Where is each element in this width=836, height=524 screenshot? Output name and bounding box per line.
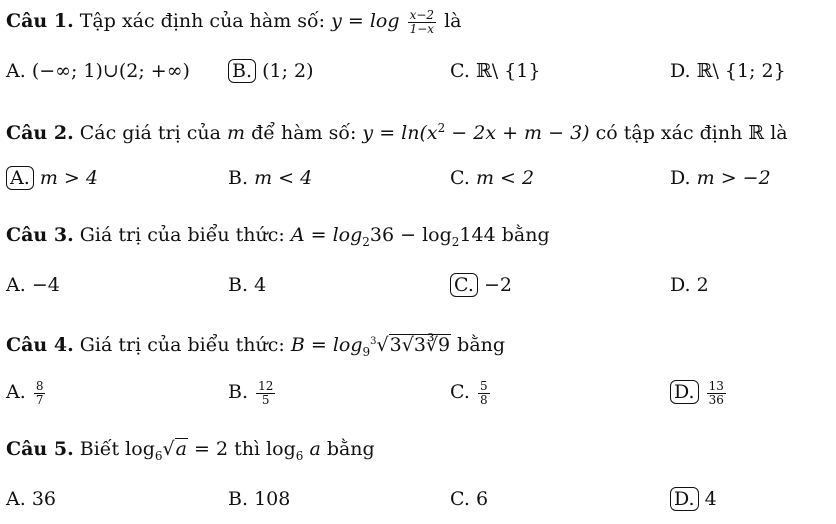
option-text: −2 bbox=[483, 274, 512, 296]
option-letter-correct: D. bbox=[670, 487, 699, 511]
radicand: 3√3∛9 bbox=[389, 334, 451, 356]
option-letter-correct: B. bbox=[228, 59, 256, 83]
option-fraction bbox=[478, 380, 490, 407]
option-a[interactable] bbox=[6, 58, 190, 84]
math-expression: log bbox=[125, 438, 155, 460]
fraction-denominator: 7 bbox=[35, 392, 44, 407]
option-letter: A. bbox=[6, 488, 26, 510]
option-letter-correct: C. bbox=[450, 273, 478, 297]
question-tail: bằng bbox=[457, 334, 506, 356]
math-expression: y = ln(x bbox=[362, 122, 438, 144]
options-row-4 bbox=[0, 379, 836, 409]
option-text: −4 bbox=[31, 274, 60, 296]
fraction-numerator: 12 bbox=[258, 378, 274, 393]
option-text: (−∞; 1)∪(2; +∞) bbox=[31, 60, 190, 82]
option-letter: A. bbox=[6, 274, 26, 296]
math-expression: B = log bbox=[290, 334, 363, 356]
question-2 bbox=[6, 115, 788, 146]
option-a[interactable] bbox=[6, 486, 56, 512]
radicand: a bbox=[175, 438, 187, 460]
option-letter: D. bbox=[670, 274, 691, 296]
question-5: Câu 5. Biết $\log_6√a = 2$ thì $\log_6 a$ bằng bbox=[6, 438, 375, 463]
question-label: Câu 1. bbox=[6, 10, 74, 32]
option-letter: B. bbox=[228, 167, 249, 189]
fraction bbox=[408, 9, 436, 36]
option-fraction bbox=[707, 380, 726, 407]
fraction-numerator: 8 bbox=[35, 378, 44, 393]
fraction-denominator: 1−x bbox=[409, 21, 435, 36]
option-c[interactable] bbox=[450, 165, 534, 191]
option-d[interactable] bbox=[670, 272, 709, 298]
subscript: 6 bbox=[295, 449, 304, 463]
option-text: 36 bbox=[31, 488, 56, 510]
root-index: 3 bbox=[370, 336, 377, 347]
math-expression: A = log bbox=[290, 224, 363, 246]
option-c[interactable] bbox=[450, 58, 540, 84]
option-text: 2 bbox=[696, 274, 709, 296]
option-c[interactable] bbox=[450, 379, 492, 407]
options-row-3 bbox=[0, 272, 836, 302]
option-b[interactable] bbox=[228, 379, 277, 407]
math-expression-2: 36 − log bbox=[369, 224, 452, 246]
superscript: 2 bbox=[437, 121, 446, 135]
fraction-numerator: 13 bbox=[708, 378, 724, 393]
option-letter: B. bbox=[228, 381, 249, 403]
fraction-numerator: 5 bbox=[479, 378, 488, 393]
option-letter: C. bbox=[450, 60, 470, 82]
option-d[interactable] bbox=[670, 379, 728, 407]
question-stem: Giá trị của biểu thức: bbox=[79, 224, 285, 246]
option-text: m > −2 bbox=[696, 167, 771, 189]
question-label: Câu 4. bbox=[6, 334, 74, 356]
options-row-2 bbox=[0, 165, 836, 195]
fraction-denominator: 5 bbox=[261, 392, 270, 407]
option-fraction bbox=[256, 380, 275, 407]
option-b[interactable] bbox=[228, 486, 290, 512]
math-variable: m bbox=[227, 122, 246, 144]
option-d[interactable] bbox=[670, 58, 786, 84]
subscript: 6 bbox=[154, 449, 163, 463]
option-c[interactable] bbox=[450, 486, 488, 512]
question-tail: có tập xác định ℝ là bbox=[595, 122, 788, 144]
option-letter: C. bbox=[450, 381, 470, 403]
option-text: 4 bbox=[254, 274, 267, 296]
option-b[interactable] bbox=[228, 165, 312, 191]
math-expression-3: a bbox=[309, 438, 321, 460]
question-stem: Các giá trị của bbox=[79, 122, 221, 144]
question-4: Câu 4. Giá trị của biểu thức: $B = \log_9^3√3√3∛9$ bằng bbox=[6, 334, 506, 359]
fraction-denominator: 36 bbox=[708, 392, 724, 407]
question-1 bbox=[6, 8, 462, 36]
option-text: m < 4 bbox=[254, 167, 313, 189]
math-expression-2: = 2 thì log bbox=[193, 438, 296, 460]
option-b[interactable] bbox=[228, 272, 266, 298]
question-3 bbox=[6, 222, 550, 255]
option-letter: B. bbox=[228, 274, 249, 296]
option-letter: B. bbox=[228, 488, 249, 510]
option-text: ℝ\ {1} bbox=[475, 60, 541, 82]
question-stem: Giá trị của biểu thức: bbox=[79, 334, 285, 356]
question-tail: là bbox=[444, 10, 462, 32]
option-text: 4 bbox=[704, 488, 717, 510]
option-text: m < 2 bbox=[475, 167, 535, 189]
option-text: m > 4 bbox=[39, 167, 98, 189]
option-text: 6 bbox=[475, 488, 489, 510]
option-a[interactable] bbox=[6, 272, 60, 298]
math-expression: y = log bbox=[331, 10, 400, 32]
fraction-numerator: x−2 bbox=[409, 7, 435, 22]
option-a[interactable] bbox=[6, 379, 47, 407]
option-text: (1; 2) bbox=[262, 60, 314, 82]
question-label: Câu 5. bbox=[6, 438, 74, 460]
options-row-1 bbox=[0, 58, 836, 88]
option-text: 108 bbox=[254, 488, 291, 510]
option-text: ℝ\ {1; 2} bbox=[696, 60, 786, 82]
option-letter-correct: D. bbox=[670, 380, 699, 404]
subscript: 9 bbox=[362, 345, 371, 359]
option-letter-correct: A. bbox=[6, 166, 34, 190]
subscript: 2 bbox=[451, 235, 460, 249]
options-row-5 bbox=[0, 486, 836, 516]
option-b[interactable] bbox=[228, 58, 314, 84]
math-expression-2: − 2x + m − 3) bbox=[445, 122, 590, 144]
option-d[interactable] bbox=[670, 165, 771, 191]
option-letter: C. bbox=[450, 488, 470, 510]
question-stem-2: để hàm số: bbox=[251, 122, 357, 144]
subscript: 2 bbox=[362, 235, 370, 249]
question-label: Câu 2. bbox=[6, 122, 74, 144]
option-letter: C. bbox=[450, 167, 470, 189]
question-label: Câu 3. bbox=[6, 224, 74, 246]
option-letter: A. bbox=[6, 60, 26, 82]
option-letter: D. bbox=[670, 60, 691, 82]
option-d[interactable] bbox=[670, 486, 717, 512]
option-c[interactable] bbox=[450, 272, 512, 298]
question-stem: Tập xác định của hàm số: bbox=[79, 10, 326, 32]
option-fraction bbox=[34, 380, 46, 407]
option-letter: A. bbox=[6, 381, 26, 403]
fraction-denominator: 8 bbox=[479, 392, 488, 407]
question-tail: bằng bbox=[501, 224, 550, 246]
question-tail: bằng bbox=[326, 438, 375, 460]
question-stem: Biết bbox=[79, 438, 120, 460]
option-a[interactable] bbox=[6, 165, 98, 191]
math-expression-3: 144 bbox=[459, 224, 496, 246]
option-letter: D. bbox=[670, 167, 691, 189]
